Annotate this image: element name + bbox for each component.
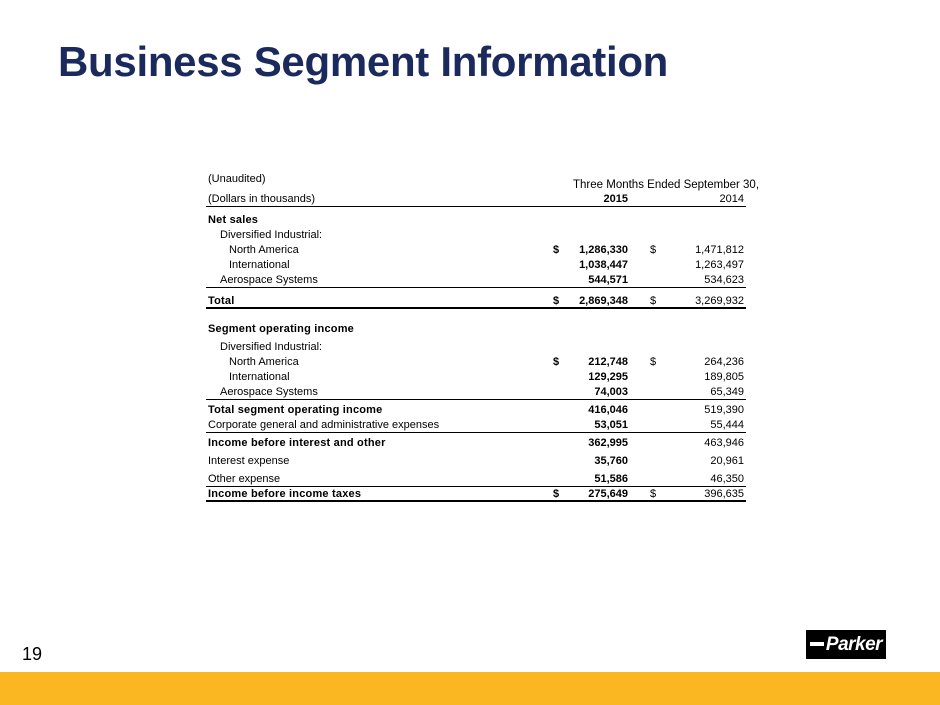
- row-label: North America: [229, 356, 299, 368]
- footer-bar: [0, 672, 940, 705]
- value-2014: 534,623: [704, 274, 744, 286]
- dollar-sign: $: [650, 356, 657, 368]
- table-row: [206, 418, 746, 433]
- row-label: International: [229, 259, 290, 271]
- row-label: Diversified Industrial:: [220, 229, 323, 241]
- value-2014: 46,350: [710, 473, 744, 485]
- row-label: North America: [229, 244, 299, 256]
- value-2015: 1,286,330: [579, 244, 628, 256]
- parker-logo: [806, 630, 886, 659]
- row-label: International: [229, 371, 290, 383]
- units-row: [206, 192, 746, 207]
- value-2014: 396,635: [704, 488, 744, 500]
- units-label: (Dollars in thousands): [208, 193, 315, 205]
- col2-year: 2014: [719, 193, 744, 205]
- logo-label: Parker: [825, 633, 883, 655]
- value-2014: 463,946: [704, 437, 744, 449]
- unaudited-note: (Unaudited): [208, 173, 266, 185]
- table-row: [206, 403, 746, 418]
- value-2015: 362,995: [588, 437, 628, 449]
- row-label: Income before interest and other: [208, 437, 386, 449]
- value-2014: 189,805: [704, 371, 744, 383]
- value-2015: 2,869,348: [579, 295, 628, 307]
- dollar-sign: $: [553, 244, 560, 256]
- table-row: [206, 340, 746, 355]
- row-label: Total segment operating income: [208, 404, 383, 416]
- table-row: [206, 436, 746, 451]
- row-label: Interest expense: [208, 455, 290, 467]
- value-2015: 51,586: [594, 473, 628, 485]
- value-2014: 55,444: [710, 419, 744, 431]
- section-heading: [206, 322, 746, 337]
- row-label: Aerospace Systems: [220, 386, 318, 398]
- dollar-sign: $: [553, 488, 560, 500]
- value-2014: 264,236: [704, 356, 744, 368]
- table-row: [206, 228, 746, 243]
- segment-table: [206, 170, 760, 502]
- table-row: [206, 454, 746, 469]
- row-label: Aerospace Systems: [220, 274, 318, 286]
- table-row: [206, 258, 746, 273]
- value-2014: 65,349: [710, 386, 744, 398]
- col1-year: 2015: [603, 193, 628, 205]
- dollar-sign: $: [553, 295, 560, 307]
- row-label: Total: [208, 295, 235, 307]
- value-2014: 1,263,497: [695, 259, 744, 271]
- value-2014: 1,471,812: [695, 244, 744, 256]
- value-2015: 416,046: [588, 404, 628, 416]
- section-heading: [206, 213, 746, 228]
- table-row: [206, 370, 746, 385]
- net-sales-heading: Net sales: [208, 214, 259, 226]
- page-title: Business Segment Information: [58, 38, 669, 85]
- table-row: [206, 355, 746, 370]
- value-2015: 129,295: [588, 371, 628, 383]
- page-number: 19: [22, 644, 43, 664]
- value-2015: 35,760: [594, 455, 628, 467]
- value-2015: 275,649: [588, 488, 628, 500]
- table-row: [206, 385, 746, 400]
- row-label: Income before income taxes: [208, 488, 362, 500]
- value-2014: 20,961: [710, 455, 744, 467]
- value-2015: 53,051: [594, 419, 628, 431]
- dollar-sign: $: [650, 244, 657, 256]
- value-2015: 544,571: [588, 274, 628, 286]
- row-label: Corporate general and administrative expenses: [208, 419, 440, 431]
- table-header: [206, 170, 760, 192]
- row-label: Diversified Industrial:: [220, 341, 323, 353]
- total-row: [206, 294, 746, 309]
- value-2014: 519,390: [704, 404, 744, 416]
- soi-heading: Segment operating income: [208, 323, 354, 335]
- table-row: [206, 273, 746, 288]
- value-2015: 212,748: [588, 356, 628, 368]
- dollar-sign: $: [650, 488, 657, 500]
- table-row: [206, 487, 746, 502]
- table-row: [206, 243, 746, 258]
- dollar-sign: $: [650, 295, 657, 307]
- dollar-sign: $: [553, 356, 560, 368]
- value-2015: 1,038,447: [579, 259, 628, 271]
- value-2015: 74,003: [594, 386, 628, 398]
- table-row: [206, 472, 746, 487]
- row-label: Other expense: [208, 473, 281, 485]
- value-2014: 3,269,932: [695, 295, 744, 307]
- period-header: Three Months Ended September 30,: [573, 179, 760, 191]
